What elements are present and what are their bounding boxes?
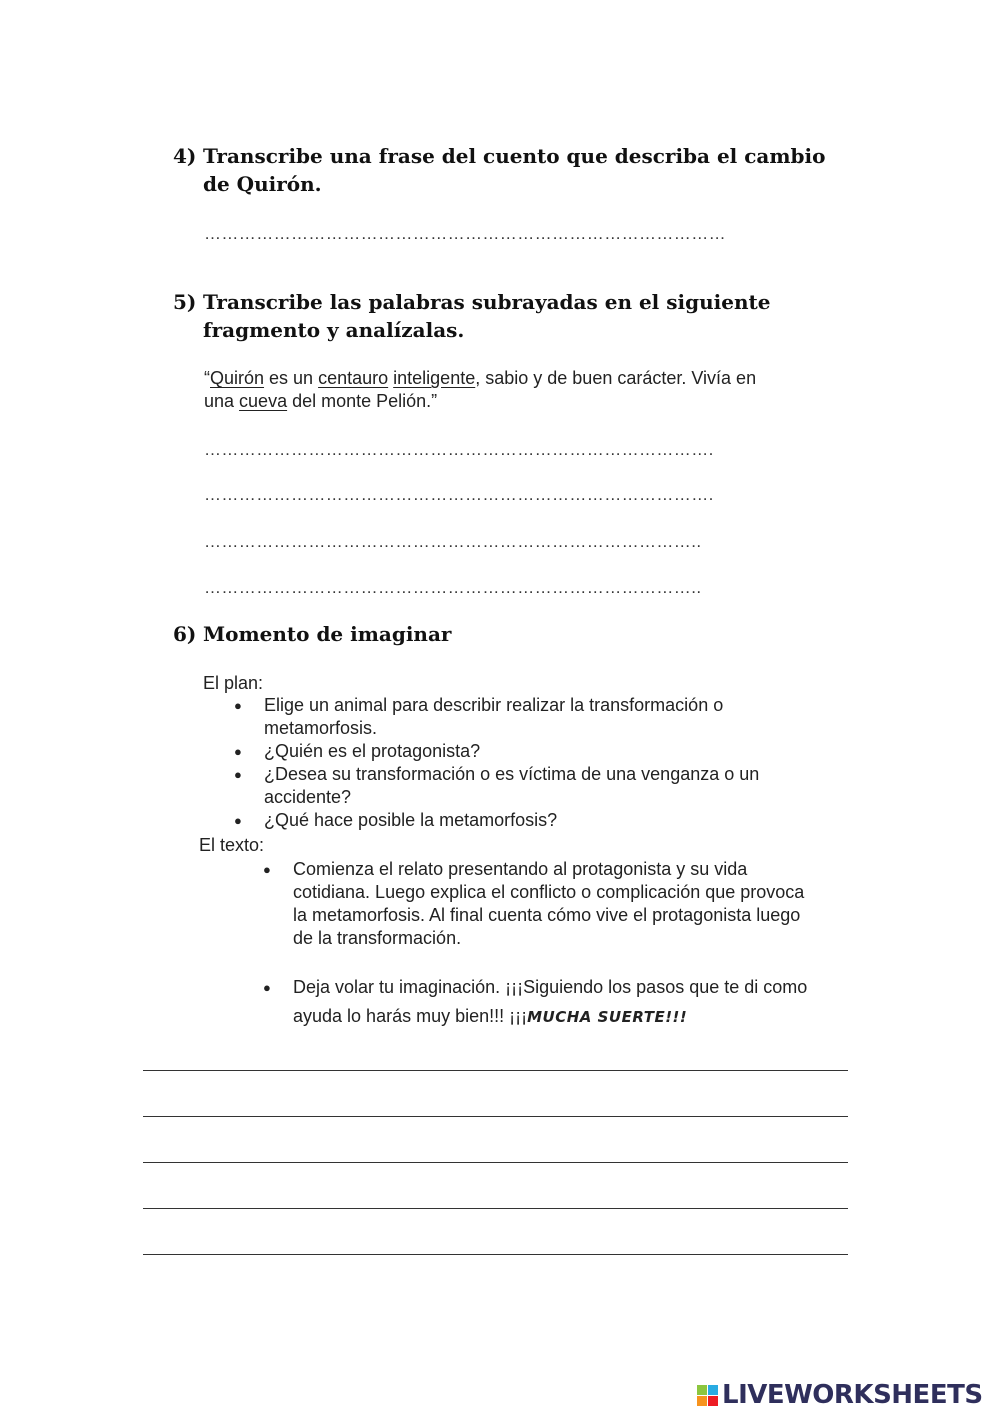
- logo-blocks-icon: [697, 1385, 718, 1406]
- liveworksheets-logo: [697, 1381, 983, 1409]
- list-item: ● ¿Quién es el protagonista?: [234, 740, 834, 763]
- list-item: ● ¿Desea su transformación o es víctima de una venganza o un accidente?: [234, 763, 834, 809]
- plan-label: El plan:: [203, 673, 264, 693]
- question-number: 4): [173, 144, 197, 168]
- question-title-line2: de Quirón.: [203, 172, 322, 196]
- underlined-word: Quirón: [210, 368, 265, 388]
- answer-field-q5-2[interactable]: …………………………………………………………………………….: [204, 485, 714, 504]
- writing-line[interactable]: [143, 1162, 848, 1163]
- writing-line[interactable]: [143, 1116, 848, 1117]
- question-number: 5): [173, 290, 197, 314]
- question-title-line1: Transcribe las palabras subrayadas en el siguiente: [203, 290, 771, 314]
- underlined-word: inteligente: [393, 368, 476, 388]
- underlined-word: cueva: [239, 391, 288, 411]
- text-list-2: [263, 973, 823, 1032]
- writing-line[interactable]: [143, 1208, 848, 1209]
- question-title-line2: fragmento y analízalas.: [203, 318, 465, 342]
- logo-text: LIVEWORKSHEETS: [722, 1380, 983, 1410]
- question-number: 6): [173, 622, 197, 646]
- list-item: ● Elige un animal para describir realizar la transformación o metamorfosis.: [234, 694, 834, 740]
- writing-line[interactable]: [143, 1070, 848, 1071]
- underlined-word: centauro: [318, 368, 389, 388]
- quote-fragment: “Quirón es un centauro inteligente, sabio y de buen carácter. Vivía en una cueva del monte Pelión.”: [204, 368, 757, 411]
- question-4: [173, 142, 873, 198]
- question-6: [173, 620, 873, 648]
- question-title-line1: Transcribe una frase del cuento que describa el cambio: [203, 144, 826, 168]
- answer-field-q5-3[interactable]: …………………………………………………………………………..: [204, 532, 702, 551]
- answer-field-q4[interactable]: ………………………………………………………………………………: [204, 224, 726, 243]
- writing-line[interactable]: [143, 1254, 848, 1255]
- text-label: El texto:: [199, 835, 265, 855]
- good-luck-text: MUCHA SUERTE!!!: [527, 1008, 688, 1026]
- answer-field-q5-1[interactable]: …………………………………………………………………………….: [204, 440, 714, 459]
- text-list: [263, 858, 823, 950]
- list-item: ● Comienza el relato presentando al protagonista y su vida cotidiana. Luego explica el conflicto o complicación que provoca la metamorfosis. Al final cuenta cómo vive el protagonista luego de la transformación.: [263, 858, 823, 950]
- question-5: [173, 288, 873, 344]
- list-item: ● ¿Qué hace posible la metamorfosis?: [234, 809, 834, 832]
- plan-list: [234, 694, 834, 832]
- list-item: ● Deja volar tu imaginación. ¡¡¡Siguiendo los pasos que te di como ayuda lo harás muy bien!!! ¡¡¡MUCHA SUERTE!!!: [263, 973, 823, 1032]
- answer-field-q5-4[interactable]: …………………………………………………………………………..: [204, 578, 702, 597]
- question-title: Momento de imaginar: [203, 622, 452, 646]
